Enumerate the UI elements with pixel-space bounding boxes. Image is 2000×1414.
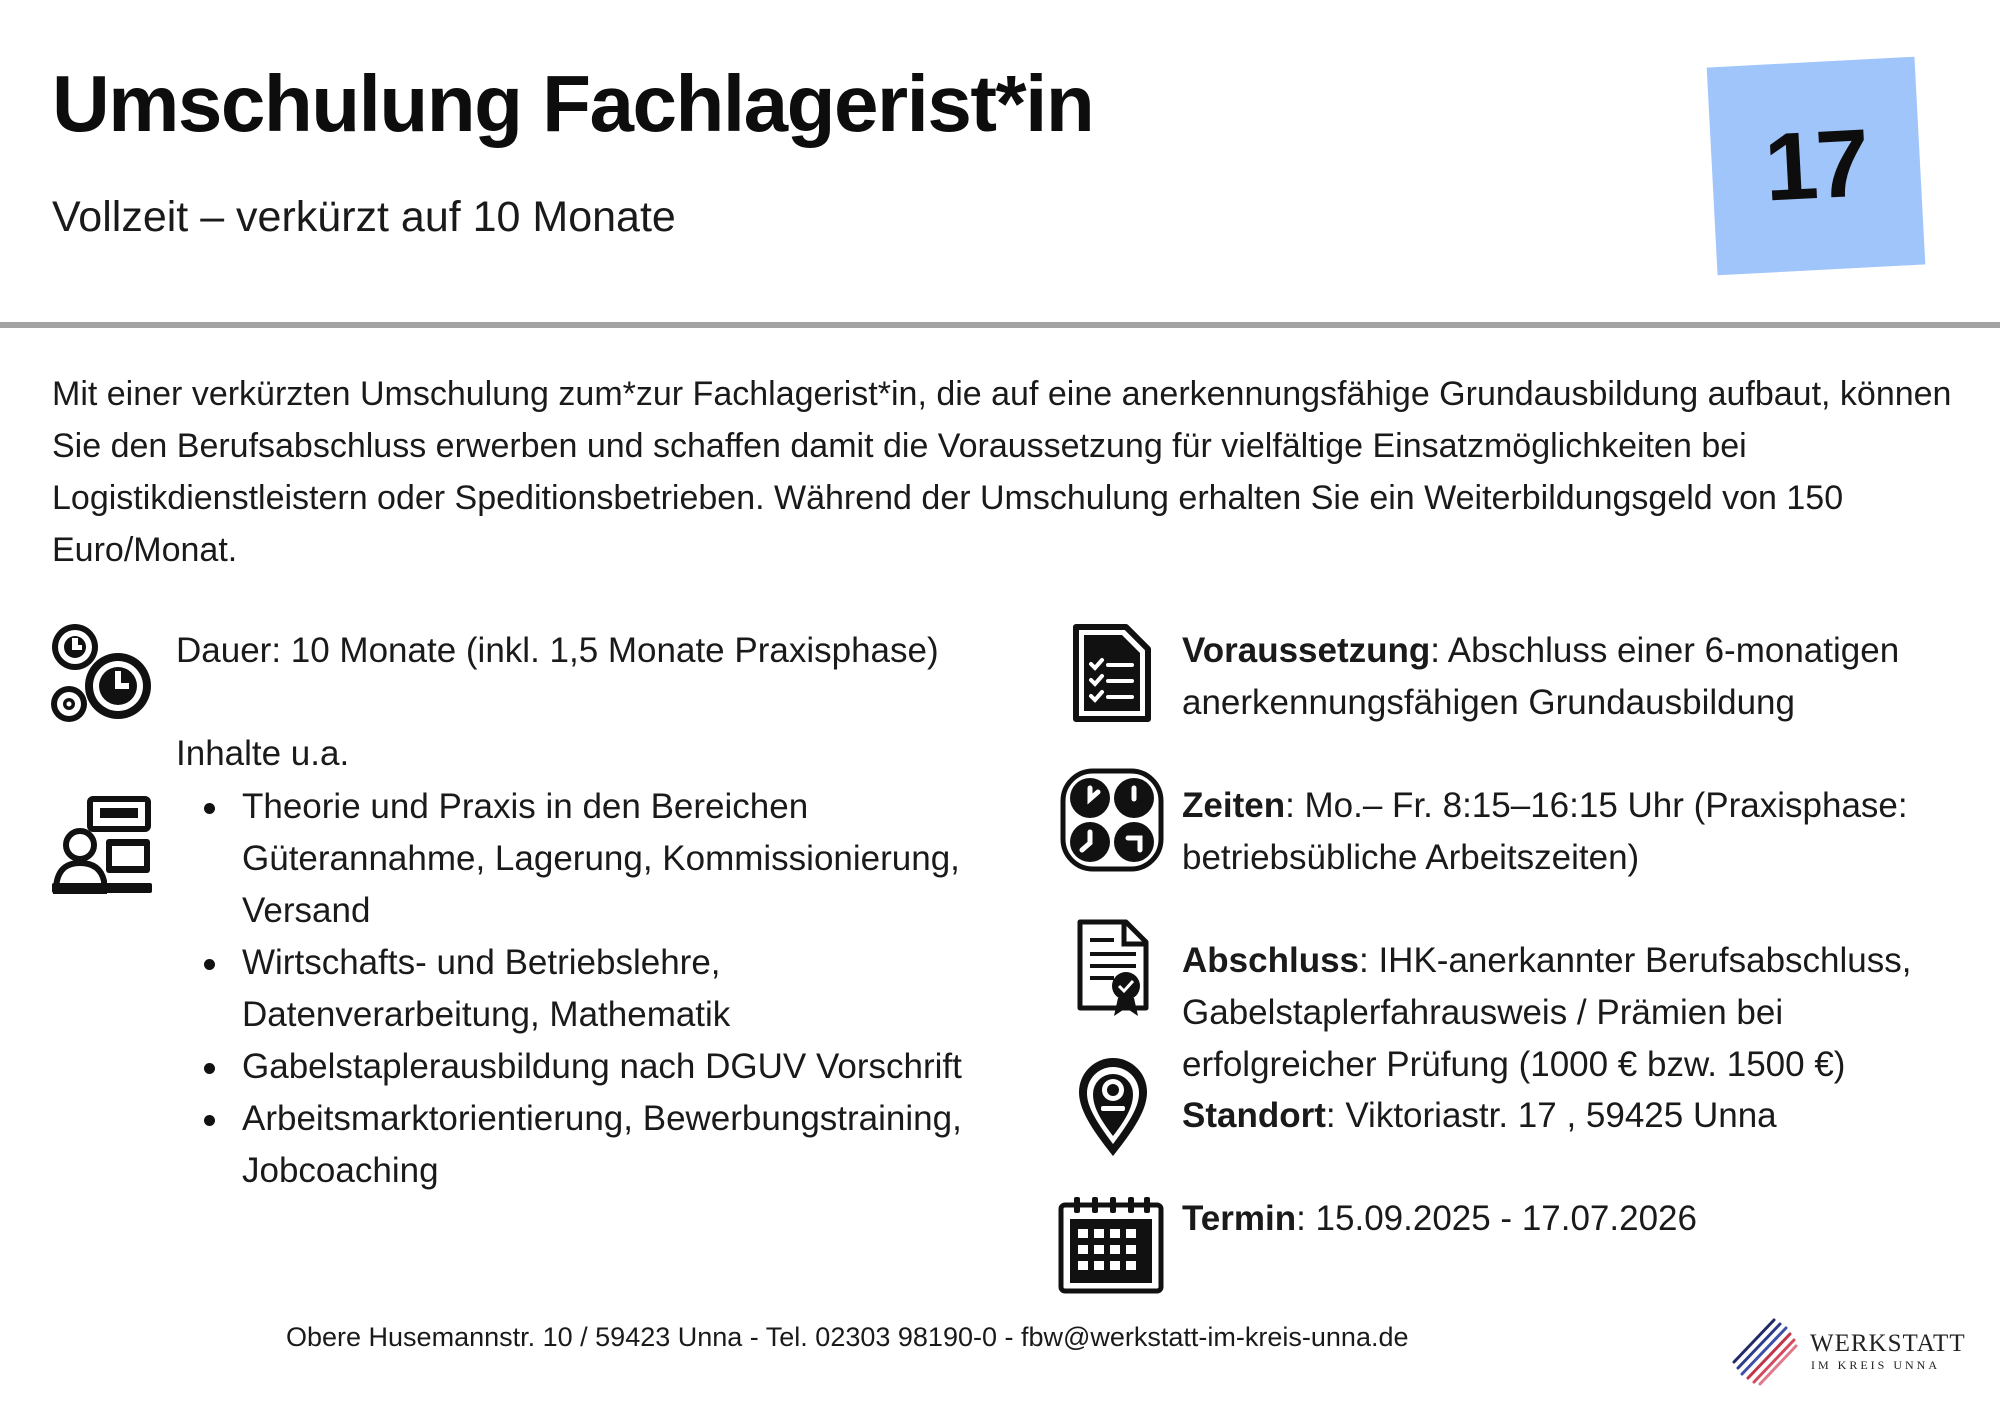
- page-subtitle: Vollzeit – verkürzt auf 10 Monate: [52, 193, 676, 241]
- list-item: Arbeitsmarktorientierung, Bewerbungstraining, Jobcoaching: [196, 1093, 986, 1197]
- date-label: Termin: [1182, 1199, 1297, 1238]
- degree-text: Abschluss: IHK-anerkannter Berufsabschluss, Gabelstaplerfahrausweis / Prämien bei erfolgreicher Prüfung (1000 € bzw. 1500 €): [1182, 941, 1912, 1084]
- map-pin-icon: [1075, 1056, 1151, 1160]
- presentation-learner-icon: [50, 795, 154, 899]
- header-divider: [0, 322, 2000, 328]
- times-text: Zeiten: Mo.– Fr. 8:15–16:15 Uhr (Praxisphase: betriebsübliche Arbeitszeiten): [1182, 786, 1908, 877]
- requirement-text: Voraussetzung: Abschluss einer 6-monatigen anerkennungsfähigen Grundausbildung: [1182, 631, 1900, 722]
- list-item: Gabelstaplerausbildung nach DGUV Vorschrift: [196, 1041, 986, 1093]
- degree-label: Abschluss: [1182, 941, 1359, 980]
- calendar-icon: [1058, 1195, 1164, 1295]
- checklist-document-icon: [1070, 623, 1152, 723]
- list-item: Wirtschafts- und Betriebslehre, Datenverarbeitung, Mathematik: [196, 937, 986, 1041]
- logo-name: WERKSTATT: [1810, 1330, 1966, 1357]
- page-title: Umschulung Fachlagerist*in: [52, 59, 1094, 148]
- clocks-icon: [1060, 768, 1164, 872]
- werkstatt-logo: [1728, 1310, 1966, 1386]
- date-text: Termin: 15.09.2025 - 17.07.2026: [1182, 1199, 1697, 1238]
- requirement-label: Voraussetzung: [1182, 631, 1431, 670]
- footer-contact: Obere Husemannstr. 10 / 59423 Unna - Tel. 02303 98190-0 - fbw@werkstatt-im-kreis-unna.de: [286, 1322, 1409, 1352]
- badge-number: 17: [1761, 109, 1871, 222]
- intro-paragraph: Mit einer verkürzten Umschulung zum*zur Fachlagerist*in, die auf eine anerkennungsfähige Grundausbildung aufbaut, können Sie den Berufsabschluss erwerben und schaffen damit die Voraussetzung für vielfältige Einsatzmöglichkeiten bei Logistikdienstleistern oder Speditionsbetrieben. Während der Umschulung erhalten Sie ein Weiterbildungsgeld von 150 Euro/Monat.: [52, 375, 1952, 569]
- times-label: Zeiten: [1182, 786, 1286, 825]
- logo-subline: IM KREIS UNNA: [1811, 1358, 1940, 1372]
- contents-heading: Inhalte u.a.: [176, 734, 350, 773]
- list-item: Theorie und Praxis in den Bereichen Güterannahme, Lagerung, Kommissionierung, Versand: [196, 781, 986, 937]
- location-text: Standort: Viktoriastr. 17 , 59425 Unna: [1182, 1096, 1777, 1135]
- duration-text: Dauer: 10 Monate (inkl. 1,5 Monate Praxisphase): [176, 631, 939, 670]
- logo-stripes-icon: [1728, 1310, 1804, 1386]
- gears-clock-icon: [50, 623, 154, 727]
- location-label: Standort: [1182, 1096, 1326, 1135]
- contents-list: [196, 781, 986, 1197]
- certificate-icon: [1074, 918, 1152, 1018]
- number-badge: [1707, 57, 1926, 276]
